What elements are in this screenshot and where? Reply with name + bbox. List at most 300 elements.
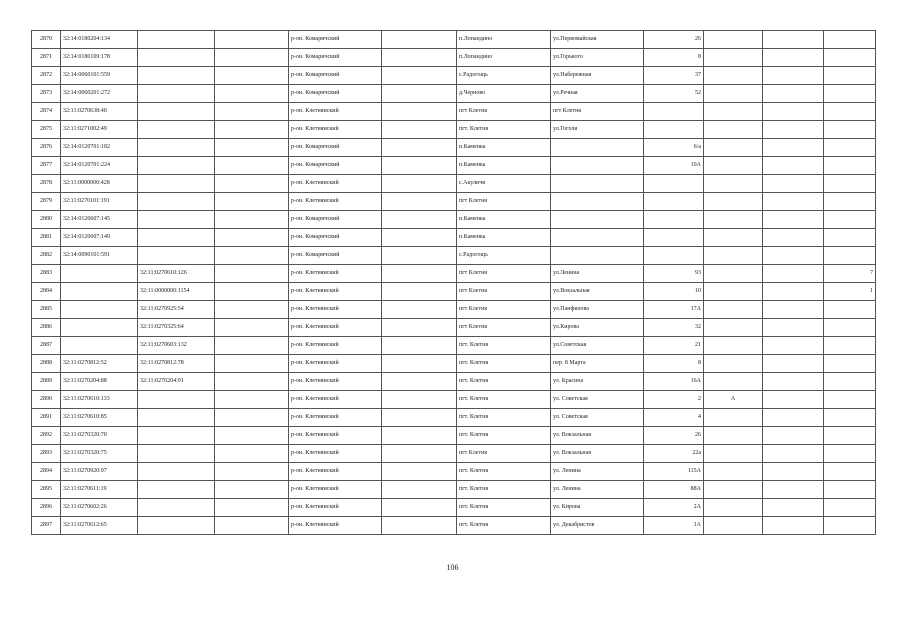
- district-cell: р-он. Клетнянский: [289, 193, 382, 211]
- settlement-cell: п.Каменка: [457, 229, 551, 247]
- house-number-cell: 93: [644, 265, 704, 283]
- row-number-cell: 2871: [32, 49, 61, 67]
- district-cell: р-он. Клетнянский: [289, 175, 382, 193]
- settlement-cell: п.Лопандино: [457, 49, 551, 67]
- house-number-cell: 17А: [644, 301, 704, 319]
- row-number-cell: 2872: [32, 67, 61, 85]
- street-cell: ул.Набережная: [551, 67, 644, 85]
- house-number-cell: 16А: [644, 373, 704, 391]
- street-cell: [551, 247, 644, 265]
- settlement-cell: пгт Клетня: [457, 193, 551, 211]
- settlement-cell: пгт. Клетня: [457, 355, 551, 373]
- row-number-cell: 2870: [32, 31, 61, 49]
- table-row: [32, 409, 876, 427]
- cadastral-number-2-cell: [138, 31, 215, 49]
- blank-cell: [382, 337, 457, 355]
- building-letter-cell: [704, 517, 763, 535]
- table-row: [32, 157, 876, 175]
- cadastral-number-2-cell: 32:11:0000000:1154: [138, 283, 215, 301]
- cadastral-number-2-cell: [138, 85, 215, 103]
- row-number-cell: 2889: [32, 373, 61, 391]
- cadastral-number-2-cell: [138, 49, 215, 67]
- table-row: [32, 229, 876, 247]
- district-cell: р-он. Комаричский: [289, 139, 382, 157]
- blank-cell: [215, 31, 289, 49]
- building-letter-cell: [704, 31, 763, 49]
- settlement-cell: п.Лопандино: [457, 31, 551, 49]
- cadastral-number-2-cell: [138, 517, 215, 535]
- apartment-cell: [824, 445, 876, 463]
- cadastral-number-cell: 32:11:0270638:40: [61, 103, 138, 121]
- street-cell: [551, 229, 644, 247]
- building-letter-cell: [704, 499, 763, 517]
- blank-cell: [763, 481, 824, 499]
- table-row: [32, 517, 876, 535]
- table-row: [32, 373, 876, 391]
- settlement-cell: д.Черново: [457, 85, 551, 103]
- table-row: [32, 481, 876, 499]
- district-cell: р-он. Клетнянский: [289, 355, 382, 373]
- apartment-cell: [824, 391, 876, 409]
- table-row: [32, 265, 876, 283]
- building-letter-cell: [704, 121, 763, 139]
- cadastral-number-2-cell: [138, 445, 215, 463]
- blank-cell: [763, 319, 824, 337]
- street-cell: ул. Кирова: [551, 499, 644, 517]
- building-letter-cell: [704, 247, 763, 265]
- house-number-cell: 26: [644, 31, 704, 49]
- cadastral-number-2-cell: [138, 499, 215, 517]
- blank-cell: [382, 301, 457, 319]
- cadastral-number-2-cell: [138, 481, 215, 499]
- blank-cell: [382, 193, 457, 211]
- apartment-cell: [824, 337, 876, 355]
- blank-cell: [382, 67, 457, 85]
- table-row: [32, 283, 876, 301]
- settlement-cell: п.Каменка: [457, 211, 551, 229]
- house-number-cell: 115А: [644, 463, 704, 481]
- building-letter-cell: [704, 211, 763, 229]
- table-row: [32, 49, 876, 67]
- row-number-cell: 2886: [32, 319, 61, 337]
- property-register-table: [31, 30, 876, 535]
- building-letter-cell: [704, 319, 763, 337]
- apartment-cell: [824, 49, 876, 67]
- cadastral-number-cell: 32:11:0270101:191: [61, 193, 138, 211]
- table-row: [32, 337, 876, 355]
- blank-cell: [215, 67, 289, 85]
- blank-cell: [215, 49, 289, 67]
- cadastral-number-2-cell: [138, 427, 215, 445]
- district-cell: р-он. Клетнянский: [289, 121, 382, 139]
- blank-cell: [763, 211, 824, 229]
- row-number-cell: 2896: [32, 499, 61, 517]
- blank-cell: [763, 229, 824, 247]
- building-letter-cell: [704, 427, 763, 445]
- building-letter-cell: [704, 103, 763, 121]
- row-number-cell: 2874: [32, 103, 61, 121]
- district-cell: р-он. Комаричский: [289, 67, 382, 85]
- building-letter-cell: [704, 229, 763, 247]
- blank-cell: [215, 265, 289, 283]
- settlement-cell: пгт Клетня: [457, 445, 551, 463]
- blank-cell: [382, 247, 457, 265]
- house-number-cell: [644, 103, 704, 121]
- blank-cell: [382, 427, 457, 445]
- blank-cell: [763, 373, 824, 391]
- cadastral-number-2-cell: 32:11:0270204:91: [138, 373, 215, 391]
- street-cell: ул. Советская: [551, 409, 644, 427]
- cadastral-number-2-cell: [138, 247, 215, 265]
- settlement-cell: пгт. Клетня: [457, 391, 551, 409]
- cadastral-number-cell: 32:14:0120701:182: [61, 139, 138, 157]
- table-body: [32, 31, 876, 535]
- district-cell: р-он. Клетнянский: [289, 481, 382, 499]
- district-cell: р-он. Комаричский: [289, 229, 382, 247]
- district-cell: р-он. Комаричский: [289, 211, 382, 229]
- street-cell: ул. Ленина: [551, 463, 644, 481]
- blank-cell: [382, 49, 457, 67]
- blank-cell: [382, 157, 457, 175]
- street-cell: ул. Красина: [551, 373, 644, 391]
- blank-cell: [763, 283, 824, 301]
- settlement-cell: пгт. Клетня: [457, 481, 551, 499]
- table-row: [32, 193, 876, 211]
- apartment-cell: [824, 157, 876, 175]
- row-number-cell: 2890: [32, 391, 61, 409]
- district-cell: р-он. Клетнянский: [289, 373, 382, 391]
- blank-cell: [382, 499, 457, 517]
- blank-cell: [763, 67, 824, 85]
- district-cell: р-он. Клетнянский: [289, 499, 382, 517]
- district-cell: р-он. Клетнянский: [289, 391, 382, 409]
- cadastral-number-cell: [61, 319, 138, 337]
- row-number-cell: 2891: [32, 409, 61, 427]
- cadastral-number-2-cell: [138, 175, 215, 193]
- settlement-cell: п.Каменка: [457, 157, 551, 175]
- table-row: [32, 31, 876, 49]
- blank-cell: [382, 139, 457, 157]
- cadastral-number-cell: 32:11:0270320:70: [61, 427, 138, 445]
- street-cell: ул.Первомайская: [551, 31, 644, 49]
- district-cell: р-он. Клетнянский: [289, 463, 382, 481]
- blank-cell: [215, 121, 289, 139]
- street-cell: ул.Кирова: [551, 319, 644, 337]
- blank-cell: [763, 499, 824, 517]
- blank-cell: [763, 139, 824, 157]
- blank-cell: [763, 31, 824, 49]
- blank-cell: [215, 247, 289, 265]
- apartment-cell: [824, 373, 876, 391]
- street-cell: [551, 139, 644, 157]
- house-number-cell: 8: [644, 355, 704, 373]
- street-cell: ул.Гоголя: [551, 121, 644, 139]
- table-row: [32, 319, 876, 337]
- row-number-cell: 2884: [32, 283, 61, 301]
- house-number-cell: 21: [644, 337, 704, 355]
- district-cell: р-он. Клетнянский: [289, 517, 382, 535]
- house-number-cell: [644, 175, 704, 193]
- row-number-cell: 2877: [32, 157, 61, 175]
- blank-cell: [763, 193, 824, 211]
- cadastral-number-cell: [61, 337, 138, 355]
- cadastral-number-2-cell: [138, 193, 215, 211]
- apartment-cell: 7: [824, 265, 876, 283]
- row-number-cell: 2880: [32, 211, 61, 229]
- blank-cell: [215, 157, 289, 175]
- house-number-cell: 1А: [644, 517, 704, 535]
- blank-cell: [763, 409, 824, 427]
- apartment-cell: [824, 499, 876, 517]
- street-cell: ул.Речная: [551, 85, 644, 103]
- blank-cell: [382, 517, 457, 535]
- blank-cell: [215, 481, 289, 499]
- apartment-cell: [824, 175, 876, 193]
- cadastral-number-2-cell: 32:11:0270925:54: [138, 301, 215, 319]
- building-letter-cell: А: [704, 391, 763, 409]
- blank-cell: [763, 463, 824, 481]
- cadastral-number-cell: 32:11:0271002:49: [61, 121, 138, 139]
- house-number-cell: [644, 211, 704, 229]
- street-cell: ул. Вокзальная: [551, 445, 644, 463]
- settlement-cell: пгт Клетня: [457, 283, 551, 301]
- apartment-cell: [824, 355, 876, 373]
- house-number-cell: 8: [644, 49, 704, 67]
- district-cell: р-он. Клетнянский: [289, 445, 382, 463]
- table-row: [32, 463, 876, 481]
- row-number-cell: 2888: [32, 355, 61, 373]
- blank-cell: [382, 121, 457, 139]
- blank-cell: [382, 211, 457, 229]
- settlement-cell: с.Акуличи: [457, 175, 551, 193]
- district-cell: р-он. Клетнянский: [289, 103, 382, 121]
- settlement-cell: п.Каменка: [457, 139, 551, 157]
- cadastral-number-2-cell: [138, 67, 215, 85]
- cadastral-number-cell: 32:14:0180204:134: [61, 31, 138, 49]
- blank-cell: [763, 49, 824, 67]
- blank-cell: [382, 229, 457, 247]
- blank-cell: [382, 391, 457, 409]
- building-letter-cell: [704, 139, 763, 157]
- apartment-cell: [824, 193, 876, 211]
- blank-cell: [382, 175, 457, 193]
- blank-cell: [763, 337, 824, 355]
- cadastral-number-cell: [61, 265, 138, 283]
- table-row: [32, 121, 876, 139]
- house-number-cell: 4: [644, 409, 704, 427]
- settlement-cell: пгт. Клетня: [457, 463, 551, 481]
- cadastral-number-cell: 32:11:0000000:428: [61, 175, 138, 193]
- row-number-cell: 2887: [32, 337, 61, 355]
- district-cell: р-он. Клетнянский: [289, 409, 382, 427]
- blank-cell: [382, 355, 457, 373]
- district-cell: р-он. Клетнянский: [289, 319, 382, 337]
- district-cell: р-он. Клетнянский: [289, 337, 382, 355]
- house-number-cell: [644, 229, 704, 247]
- house-number-cell: [644, 121, 704, 139]
- blank-cell: [215, 391, 289, 409]
- blank-cell: [382, 283, 457, 301]
- blank-cell: [215, 85, 289, 103]
- cadastral-number-cell: 32:14:0120607:149: [61, 229, 138, 247]
- blank-cell: [215, 517, 289, 535]
- building-letter-cell: [704, 409, 763, 427]
- settlement-cell: пгт Клетня: [457, 103, 551, 121]
- row-number-cell: 2875: [32, 121, 61, 139]
- blank-cell: [215, 445, 289, 463]
- apartment-cell: [824, 409, 876, 427]
- building-letter-cell: [704, 481, 763, 499]
- blank-cell: [763, 247, 824, 265]
- table-row: [32, 247, 876, 265]
- cadastral-number-cell: 32:11:0270812:52: [61, 355, 138, 373]
- building-letter-cell: [704, 337, 763, 355]
- cadastral-number-cell: 32:11:0270602:26: [61, 499, 138, 517]
- row-number-cell: 2883: [32, 265, 61, 283]
- cadastral-number-2-cell: 32:11:0270610:126: [138, 265, 215, 283]
- table-row: [32, 499, 876, 517]
- house-number-cell: 32: [644, 319, 704, 337]
- cadastral-number-cell: 32:11:0270612:65: [61, 517, 138, 535]
- blank-cell: [382, 445, 457, 463]
- blank-cell: [215, 283, 289, 301]
- blank-cell: [382, 373, 457, 391]
- cadastral-number-2-cell: [138, 121, 215, 139]
- apartment-cell: [824, 517, 876, 535]
- apartment-cell: [824, 481, 876, 499]
- row-number-cell: 2895: [32, 481, 61, 499]
- cadastral-number-2-cell: [138, 139, 215, 157]
- house-number-cell: [644, 193, 704, 211]
- cadastral-number-cell: 32:11:0270920:97: [61, 463, 138, 481]
- settlement-cell: пгт. Клетня: [457, 427, 551, 445]
- settlement-cell: пгт Клетня: [457, 265, 551, 283]
- building-letter-cell: [704, 265, 763, 283]
- house-number-cell: 52: [644, 85, 704, 103]
- apartment-cell: [824, 247, 876, 265]
- house-number-cell: [644, 247, 704, 265]
- row-number-cell: 2897: [32, 517, 61, 535]
- blank-cell: [763, 391, 824, 409]
- cadastral-number-cell: 32:11:0270611:19: [61, 481, 138, 499]
- table-row: [32, 211, 876, 229]
- cadastral-number-2-cell: [138, 463, 215, 481]
- building-letter-cell: [704, 445, 763, 463]
- street-cell: пгт Клетня: [551, 103, 644, 121]
- cadastral-number-cell: 32:14:0120607:145: [61, 211, 138, 229]
- blank-cell: [382, 481, 457, 499]
- page-number: 106: [446, 563, 459, 572]
- table-row: [32, 427, 876, 445]
- settlement-cell: пгт. Клетня: [457, 121, 551, 139]
- cadastral-number-2-cell: [138, 391, 215, 409]
- street-cell: ул.Вокзальная: [551, 283, 644, 301]
- blank-cell: [763, 445, 824, 463]
- blank-cell: [382, 409, 457, 427]
- cadastral-number-cell: 32:11:0270610:133: [61, 391, 138, 409]
- house-number-cell: 88А: [644, 481, 704, 499]
- table-row: [32, 175, 876, 193]
- apartment-cell: [824, 427, 876, 445]
- blank-cell: [382, 103, 457, 121]
- apartment-cell: [824, 301, 876, 319]
- district-cell: р-он. Комаричский: [289, 157, 382, 175]
- settlement-cell: пгт. Клетня: [457, 517, 551, 535]
- row-number-cell: 2876: [32, 139, 61, 157]
- house-number-cell: 2А: [644, 499, 704, 517]
- blank-cell: [215, 355, 289, 373]
- apartment-cell: [824, 67, 876, 85]
- table-row: [32, 445, 876, 463]
- district-cell: р-он. Комаричский: [289, 31, 382, 49]
- blank-cell: [215, 211, 289, 229]
- settlement-cell: пгт. Клетня: [457, 409, 551, 427]
- house-number-cell: 10: [644, 283, 704, 301]
- blank-cell: [763, 85, 824, 103]
- blank-cell: [382, 463, 457, 481]
- street-cell: ул. Советская: [551, 391, 644, 409]
- building-letter-cell: [704, 157, 763, 175]
- apartment-cell: [824, 31, 876, 49]
- cadastral-number-cell: 32:14:0120701:224: [61, 157, 138, 175]
- blank-cell: [763, 175, 824, 193]
- building-letter-cell: [704, 283, 763, 301]
- district-cell: р-он. Клетнянский: [289, 301, 382, 319]
- street-cell: ул.Горького: [551, 49, 644, 67]
- blank-cell: [215, 139, 289, 157]
- cadastral-number-cell: [61, 301, 138, 319]
- house-number-cell: 37: [644, 67, 704, 85]
- building-letter-cell: [704, 193, 763, 211]
- street-cell: ул.Советская: [551, 337, 644, 355]
- settlement-cell: с.Радогощь: [457, 67, 551, 85]
- district-cell: р-он. Комаричский: [289, 49, 382, 67]
- row-number-cell: 2894: [32, 463, 61, 481]
- row-number-cell: 2881: [32, 229, 61, 247]
- row-number-cell: 2885: [32, 301, 61, 319]
- blank-cell: [382, 31, 457, 49]
- apartment-cell: [824, 103, 876, 121]
- house-number-cell: 26: [644, 427, 704, 445]
- apartment-cell: 1: [824, 283, 876, 301]
- blank-cell: [215, 463, 289, 481]
- table-row: [32, 85, 876, 103]
- street-cell: ул.Ленина: [551, 265, 644, 283]
- cadastral-number-2-cell: 32:11:0270603:132: [138, 337, 215, 355]
- row-number-cell: 2879: [32, 193, 61, 211]
- district-cell: р-он. Клетнянский: [289, 283, 382, 301]
- blank-cell: [215, 409, 289, 427]
- cadastral-number-2-cell: [138, 229, 215, 247]
- row-number-cell: 2873: [32, 85, 61, 103]
- table-row: [32, 103, 876, 121]
- street-cell: ул. Декабристов: [551, 517, 644, 535]
- street-cell: [551, 211, 644, 229]
- building-letter-cell: [704, 301, 763, 319]
- row-number-cell: 2882: [32, 247, 61, 265]
- blank-cell: [215, 337, 289, 355]
- blank-cell: [215, 193, 289, 211]
- blank-cell: [215, 373, 289, 391]
- apartment-cell: [824, 85, 876, 103]
- cadastral-number-cell: 32:14:0090101:591: [61, 247, 138, 265]
- row-number-cell: 2892: [32, 427, 61, 445]
- house-number-cell: 22а: [644, 445, 704, 463]
- settlement-cell: пгт. Клетня: [457, 499, 551, 517]
- building-letter-cell: [704, 355, 763, 373]
- cadastral-number-2-cell: [138, 103, 215, 121]
- blank-cell: [215, 301, 289, 319]
